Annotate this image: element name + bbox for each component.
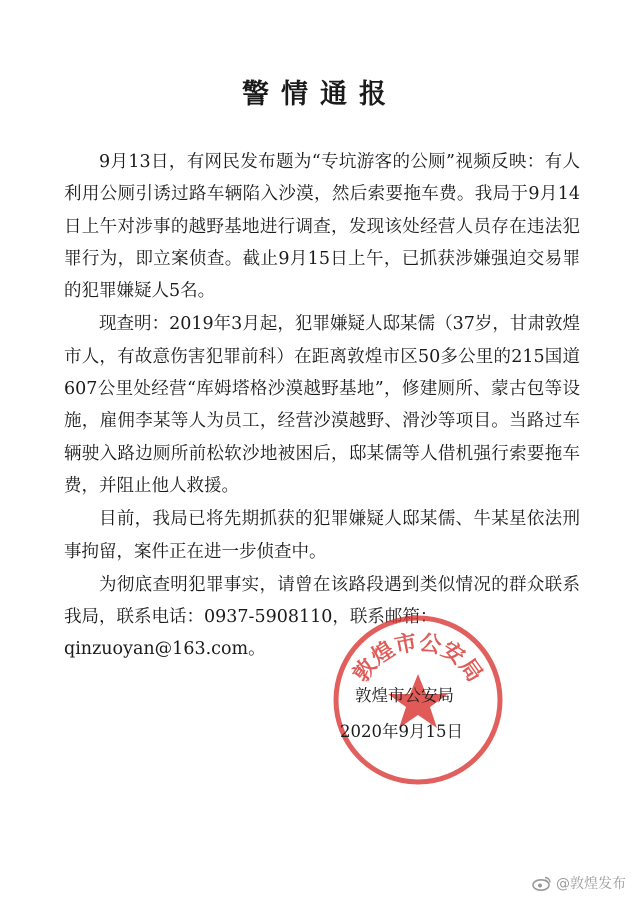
svg-text:敦煌市公安局: 敦煌市公安局 [348, 630, 488, 687]
weibo-watermark [532, 873, 626, 893]
page-title: 警情通报 [242, 79, 398, 110]
issue-date: 2020年9月15日 [340, 722, 463, 741]
paragraph-4: 为彻底查明犯罪事实，请曾在该路段遇到类似情况的群众联系我局，联系电话：0937-5908110，联系邮箱： [64, 574, 580, 628]
watermark-text: @敦煌发布 [556, 876, 626, 892]
paragraph-1: 9月13日，有网民发布题为“专坑游客的公厕”视频反映：有人利用公厕引诱过路车辆陷入沙漠，然后索要拖车费。我局于9月14日上午对涉事的越野基地进行调查，发现该处经营人员存在违法犯罪行为，即立案侦查。截止9月15日上午，已抓获涉嫌强迫交易罪的犯罪嫌疑人5名。 [64, 152, 580, 302]
signature: 敦煌市公安局 [355, 686, 454, 705]
notice-body [64, 146, 580, 666]
weibo-icon [532, 875, 552, 891]
contact-email: qinzuoyan@163.com。 [64, 639, 266, 660]
paragraph-3: 目前，我局已将先期抓获的犯罪嫌疑人邸某儒、牛某星依法刑事拘留，案件正在进一步侦查中。 [64, 509, 580, 562]
paragraph-2: 现查明：2019年3月起，犯罪嫌疑人邸某儒（37岁，甘肃敦煌市人，有故意伤害犯罪前科）在距离敦煌市区50多公里的215国道607公里处经营“库姆塔格沙漠越野基地”，修建厕所、蒙古包等设施，雇佣李某等人为员工，经营沙漠越野、滑沙等项目。当路过车辆驶入路边厕所前松软沙地被困后，邸某儒等人借机强行索要拖车费，并阻止他人救援。 [64, 314, 580, 496]
